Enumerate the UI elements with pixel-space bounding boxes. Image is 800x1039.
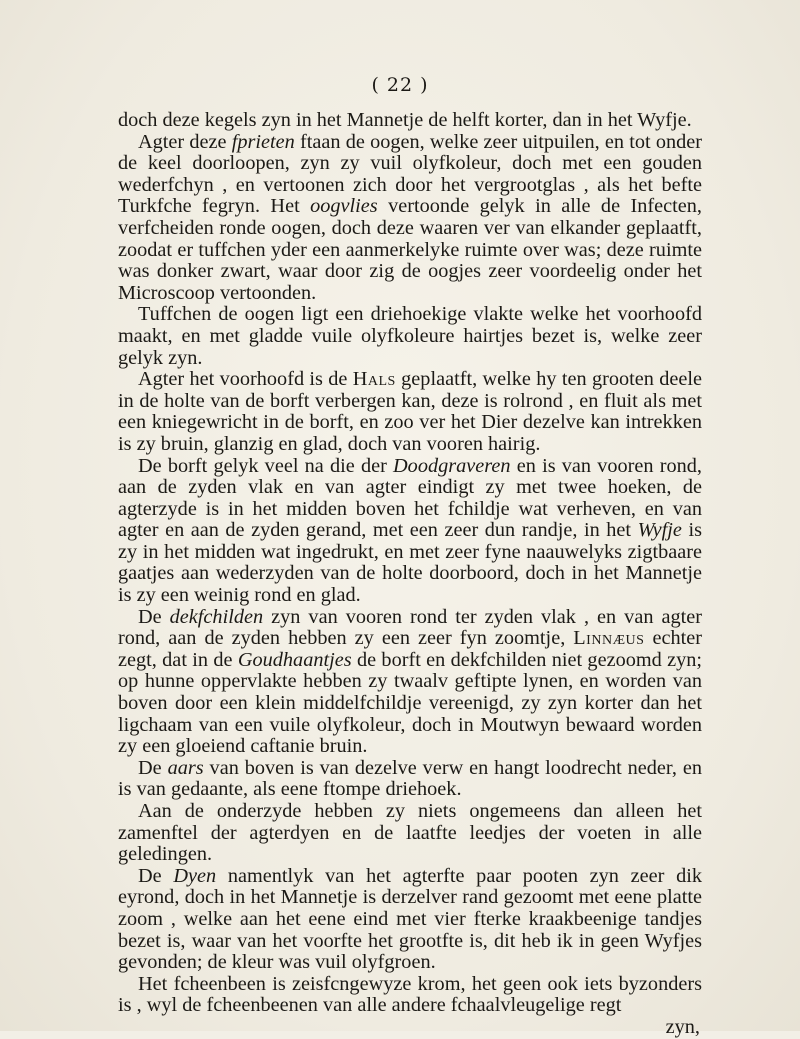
paragraph xyxy=(118,607,702,758)
paragraph xyxy=(118,866,702,974)
text-run: is zy in het midden wat ingedrukt, en met zeer fyne naauwelyks zigtbaare gaatjes aan wederzyden van de holte doorboord, doch in het Mannetje is zy een weinig rond en glad. xyxy=(118,519,702,607)
paragraph xyxy=(118,974,702,1017)
text-run: doch deze kegels zyn in het Mannetje de helft korter, dan in het Wyfje. xyxy=(118,109,692,131)
text-run: en is van vooren rond, aan de zyden vlak en van agter eindigt zy met twee hoeken, de agterzyde is in het midden boven het fchildje wat verheven, en van agter en aan de zyden gerand, met een zeer dun randje, in het xyxy=(118,454,703,542)
italic-term: Doodgraveren xyxy=(393,454,511,477)
paragraph xyxy=(118,132,702,305)
text-run: van boven is van dezelve verw en hangt loodrecht neder, en is van gedaante, als eene ftompe driehoek. xyxy=(118,756,702,801)
text-run: de borft en dekfchilden niet gezoomd zyn; op hunne oppervlakte hebben zy twaalv geftipte lynen, en worden van boven door een klein middelfchildje vereenigd, zy zyn korter dan het ligchaam van een vuile olyfkoleur, doch in Moutwyn bewaard worden zy een gloeiend caftanie bruin. xyxy=(118,648,703,758)
paragraph xyxy=(118,801,702,866)
italic-term: Wyfje xyxy=(637,519,682,542)
body-text xyxy=(118,110,702,1039)
text-run: Agter het voorhoofd is de xyxy=(138,368,353,391)
text-run: namentlyk van het agterfte paar pooten zyn zeer dik eyrond, doch in het Mannetje is derzelver rand gezoomt met eene platte zoom , welke aan het eene eind met vier fterke kraakbeenige tandjes bezet is, waar van het voorfte het grootfte is, dit heb ik in geen Wyfjes gevonden; de kleur was vuil olyfgroen. xyxy=(118,864,702,974)
text-run: Tuffchen de oogen ligt een driehoekige vlakte welke het voorhoofd maakt, en met gladde vuile olyfkoleure hairtjes bezet is, welke zeer gelyk zyn. xyxy=(118,303,702,369)
paragraph xyxy=(118,304,702,369)
text-run: geplaatft, welke hy ten grooten deele in de holte van de borft verbergen kan, deze is rolrond , en fluit als met een kniegewricht in de borft, en zoo ver het Dier dezelve kan intrekken is zy bruin, glanzig en glad, doch van vooren hairig. xyxy=(118,368,703,455)
text-run: De borft gelyk veel na die der xyxy=(138,454,394,477)
text-run: zyn van vooren rond ter zyden vlak , en van agter rond, aan de zyden hebben zy een zeer fyn zoomtje, xyxy=(118,605,702,650)
smallcaps-term: Linnæus xyxy=(573,627,645,650)
italic-term: aars xyxy=(167,756,204,779)
text-run: Aan de onderzyde hebben zy niets ongemeens dan alleen het zamenftel der agterdyen en de laatfte leedjes der voeten in alle geledingen. xyxy=(118,800,702,866)
text-run: Agter deze xyxy=(138,130,232,153)
text-run: vertoonde gelyk in alle de Infecten, verfcheiden ronde oogen, doch deze waaren ver van elkander geplaatft, zoodat er tuffchen yder een aanmerkelyke ruimte over was; deze ruimte was donker zwart, waar door zig de oogjes zeer voordeelig onder het Microscoop vertoonden. xyxy=(118,195,702,304)
italic-term: Goudhaantjes xyxy=(237,648,352,671)
catchword: zyn, xyxy=(665,1015,700,1038)
text-run: De xyxy=(138,864,174,887)
paragraph xyxy=(118,758,702,801)
smallcaps-term: Hals xyxy=(352,368,396,391)
paragraph xyxy=(118,369,702,455)
text-run: De xyxy=(138,605,170,628)
paragraph xyxy=(118,456,702,607)
text-run: ftaan de oogen, welke zeer uitpuilen, en tot onder de keel doorloopen, zyn zy vuil olyfkoleur, doch met een gouden wederfchyn , en vertoonen zich door het vergrootglas , als het befte Turkfche fegryn. Het xyxy=(118,130,703,218)
italic-term: Dyen xyxy=(173,864,217,887)
text-run: echter zegt, dat in de xyxy=(118,627,702,671)
italic-term: dekfchilden xyxy=(169,605,264,628)
italic-term: fprieten xyxy=(231,130,295,153)
paragraph xyxy=(118,110,702,132)
page-number: ( 22 ) xyxy=(371,74,429,96)
text-run: Het fcheenbeen is zeisfcngewyze krom, het geen ook iets byzonders is , wyl de fcheenbeenen van alle andere fchaalvleugelige regt xyxy=(118,972,702,1017)
text-run: De xyxy=(138,756,168,779)
italic-term: oogvlies xyxy=(310,195,378,218)
